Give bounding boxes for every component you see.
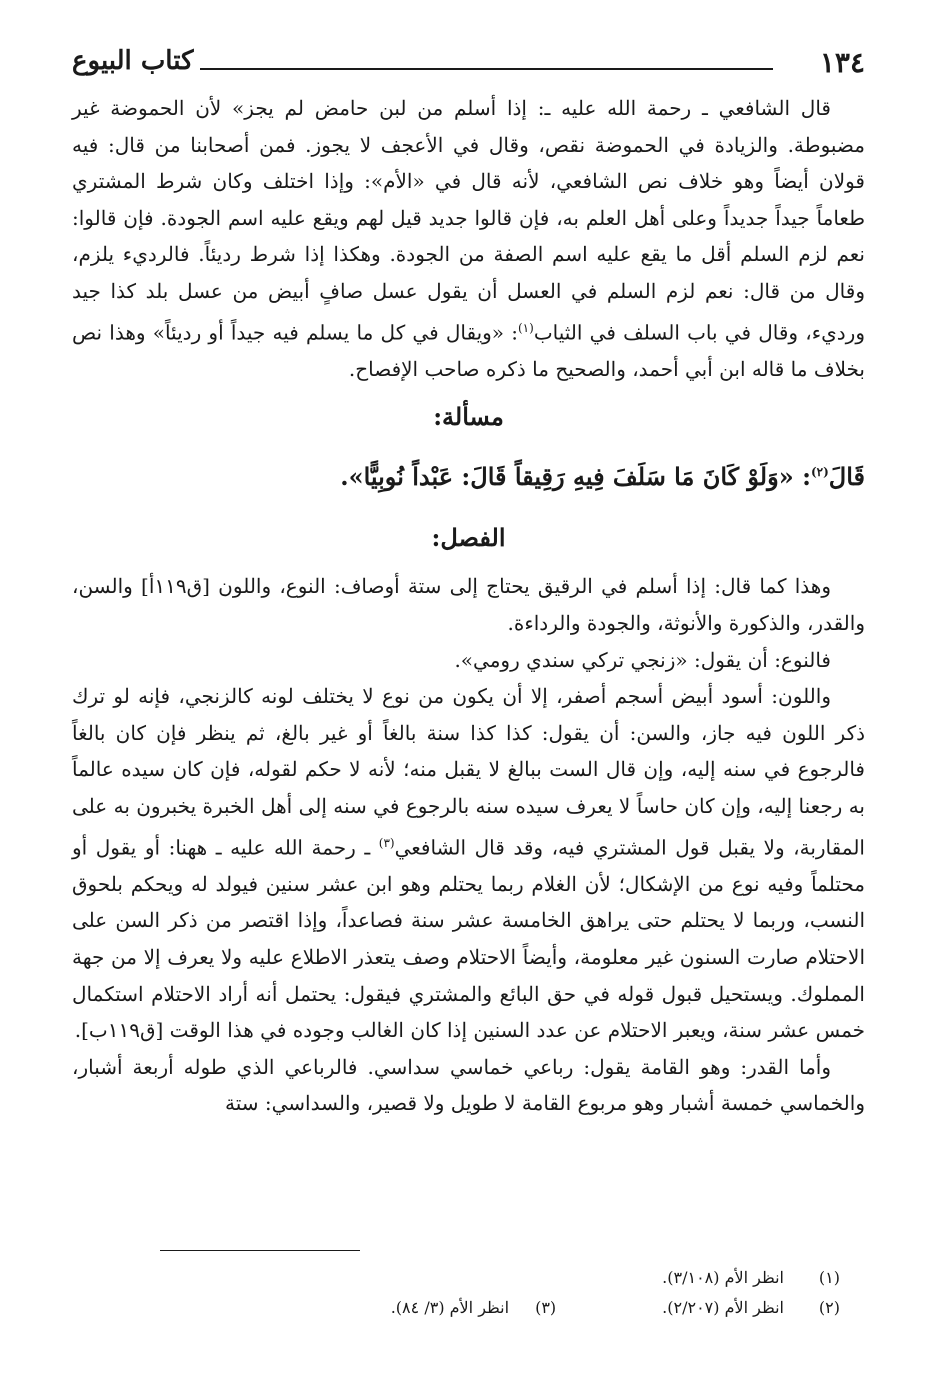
footnote-3-number: (٣)	[535, 1298, 557, 1317]
paragraph-1-end: : «ويقال في كل ما يسلم فيه جيداً أو رديئاً» وهذا نص بخلاف ما قاله ابن أبي أحمد، والصحيح ما ذكره صاحب الإفصاح.	[72, 320, 865, 381]
paragraph-4-text: واللون: أسود أبيض أسجم أصفر، إلا أن يكون من نوع لا يختلف لونه كالزنجي، فإنه لو ترك ذكر اللون فيه جاز، والسن: أن يقول: كذا كذا سنة بالغاً أو غير بالغ، ثم ينظر فإن كان بالغاً فالرجوع في سنه إليه، وإن قال الست ببالغ لا يقبل منه؛ لأنه لا حكم لقوله، فإن كان سيده عالماً به رجعنا إليه، وإن كان حاساً لا يعرف سيده سنه بالرجوع في سنه إلى أهل الخبرة يخبرون به على المقاربة، ولا يقبل قول المشتري فيه، وقد قال الشافعي	[72, 684, 865, 860]
footnote-1-text: انظر الأم (٣/١٠٨).	[662, 1268, 784, 1287]
footnote-2-text: انظر الأم (٢/٢٠٧).	[662, 1298, 784, 1317]
paragraph-1-text: قال الشافعي ـ رحمة الله عليه ـ: إذا أسلم من لبن حامض لم يجز» لأن الحموضة غير مضبوطة. والزيادة في الحموضة نقص، وقال في الأعجف لا يجوز. فمن أصحابنا من قال: فيه قولان أيضاً وهو خلاف نص الشافعي، لأنه قال في «الأم»: وإذا اختلف وكان شرط المشتري طعاماً جيداً جديداً وعلى أهل العلم به، فإن قالوا جديد قيل لهم ويقع عليه اسم الجودة. فإن قالوا: نعم لزم السلم أقل ما يقع عليه اسم الصفة من الجودة. وهكذا إذا شرط رديئاً. فالرديء يلزم، وقال من قال: نعم لزم السلم في العسل أن يقول عسل صافٍ أبيض من عسل بلد كذا جيد ورديء، وقال في باب السلف في الثياب	[72, 96, 865, 345]
page-body	[72, 90, 865, 1122]
footnote-3-text: انظر الأم (٣/ ٨٤).	[390, 1298, 510, 1317]
footnote-2-number: (٢)	[818, 1298, 840, 1317]
footnote-row-2	[80, 1293, 840, 1323]
footnotes	[80, 1263, 840, 1323]
paragraph-5: وأما القدر: وهو القامة يقول: رباعي خماسي سداسي. فالرباعي الذي طوله أربعة أشبار، والخماسي خمسة أشبار وهو مربوع القامة لا طويل ولا قصير، والسداسي: ستة	[72, 1054, 865, 1116]
quoted-text	[72, 447, 865, 502]
paragraph-1	[72, 90, 865, 387]
header-rule	[200, 68, 773, 70]
page-number: ١٣٤	[819, 46, 865, 79]
footnote-ref-1: (١)	[517, 320, 534, 335]
section-heading-mas-ala: مسألة:	[433, 402, 504, 432]
paragraph-2: وهذا كما قال: إذا أسلم في الرقيق يحتاج إلى ستة أوصاف: النوع، واللون [ق١١٩أ] والسن، والقدر، والذكورة والأنوثة، والجودة والرداءة.	[72, 574, 865, 635]
footnote-rule	[160, 1250, 360, 1251]
page-header	[72, 44, 865, 84]
paragraph-4	[72, 678, 865, 1049]
quote-text: : «وَلَوْ كَانَ مَا سَلَفَ فِيهِ رَقِيقاً قَالَ: عَبْداً نُوبِيًّا».	[340, 462, 811, 492]
book-title: كتاب البيوع	[72, 46, 194, 76]
quote-prefix: قَالَ	[828, 462, 865, 492]
paragraph-3: فالنوع: أن يقول: «زنجي تركي سندي رومي».	[454, 647, 831, 672]
footnote-1	[80, 1263, 840, 1293]
footnote-ref-3: (٣)	[378, 835, 395, 850]
paragraph-4-end: ـ رحمة الله عليه ـ ههنا: أو يقول أو محتلماً وفيه نوع من الإشكال؛ لأن الغلام ربما يحتلم وهو ابن عشر سنين فيولد له ويحكم بلحوق النسب، وربما لا يحتلم حتى يراهق الخامسة عشر سنة فصاعداً، وإذا اقتصر من ذكر السن على الاحتلام صارت السنون غير معلومة، وأيضاً الاحتلام وصف يتعذر الاطلاع عليه ولا يعرف إلا من جهة المملوك. ويستحيل قبول قوله في حق البائع والمشتري فيقول: يحتمل أنه أراد الاحتلام استكمال خمس عشر سنة، ويعبر الاحتلام عن عدد السنين إذا كان الغالب وجوده في هذا الوقت [ق١١٩ب].	[72, 835, 865, 1043]
footnote-ref-2: (٢)	[810, 465, 829, 480]
footnote-1-number: (١)	[818, 1268, 840, 1287]
section-heading-fasl: الفصل:	[431, 523, 506, 553]
